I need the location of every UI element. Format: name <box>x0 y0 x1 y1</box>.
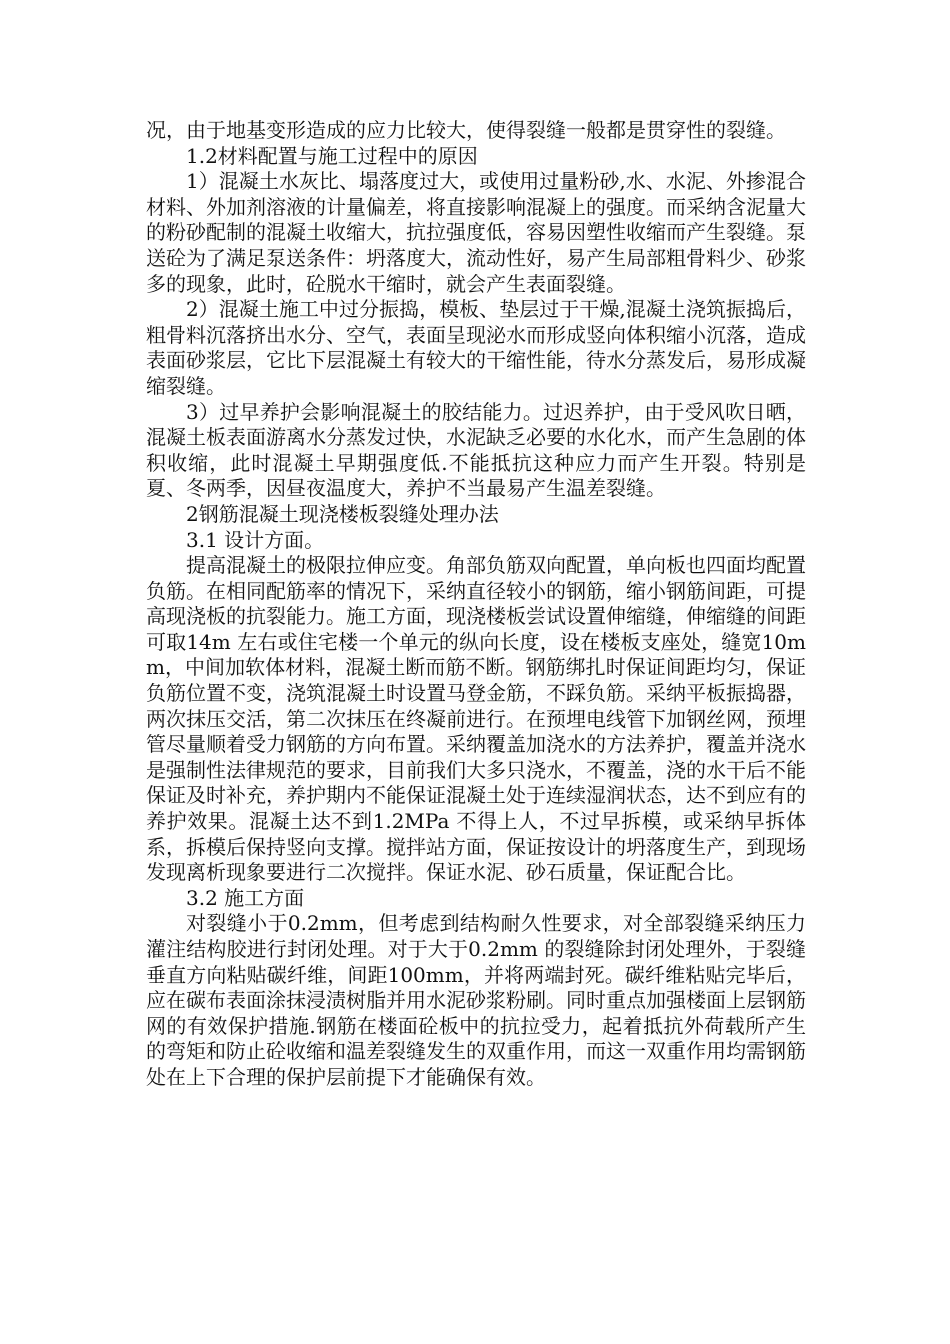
section-heading-2: 2钢筋混凝土现浇楼板裂缝处理办法 <box>186 501 499 526</box>
paragraph-continued: 况，由于地基变形造成的应力比较大，使得裂缝一般都是贯穿性的裂缝。 <box>146 118 786 142</box>
section-heading-3-1: 3.1 设计方面。 <box>186 527 325 552</box>
paragraph-item-2: 2）混凝土施工中过分振捣，模板、垫层过于干燥,混凝土浇筑振捣后，粗骨料沉落挤出水分、空气，表面呈现泌水而形成竖向体积缩小沉落，造成表面砂浆层，它比下层混凝土有较大的干缩性能，待水分蒸发后，易形成凝缩裂缝。 <box>146 297 806 398</box>
section-heading-1-2: 1.2材料配置与施工过程中的原因 <box>186 143 478 168</box>
paragraph-construction: 对裂缝小于0.2mm，但考虑到结构耐久性要求，对全部裂缝采纳压力灌注结构胶进行封闭处理。对于大于0.2mm 的裂缝除封闭处理外，于裂缝垂直方向粘贴碳纤维，间距100mm，并将两端封死。碳纤维粘贴完毕后，应在碳布表面涂抹浸渍树脂并用水泥砂浆粉刷。同时重点加强楼面上层钢筋网的有效保护措施.钢筋在楼面砼板中的抗拉受力，起着抵抗外荷载所产生的弯矩和防止砼收缩和温差裂缝发生的双重作用，而这一双重作用均需钢筋处在上下合理的保护层前提下才能确保有效。 <box>146 911 806 1089</box>
paragraph-design: 提高混凝土的极限拉伸应变。角部负筋双向配置，单向板也四面均配置负筋。在相同配筋率的情况下，采纳直径较小的钢筋，缩小钢筋间距，可提高现浇板的抗裂能力。施工方面，现浇楼板尝试设置伸缩缝，伸缩缝的间距可取14m 左右或住宅楼一个单元的纵向长度，设在楼板支座处，缝宽10mm，中间加软体材料，混凝土断而筋不断。钢筋绑扎时保证间距均匀，保证负筋位置不变，浇筑混凝土时设置马登金筋，不踩负筋。采纳平板振捣器，两次抹压交活，第二次抹压在终凝前进行。在预埋电线管下加钢丝网，预埋管尽量顺着受力钢筋的方向布置。采纳覆盖加浇水的方法养护，覆盖并浇水是强制性法律规范的要求，目前我们大多只浇水，不覆盖，浇的水干后不能保证及时补充，养护期内不能保证混凝土处于连续湿润状态，达不到应有的养护效果。混凝土达不到1.2MPa 不得上人，不过早拆模，或采纳早拆体系，拆模后保持竖向支撑。搅拌站方面，保证按设计的坍落度生产，到现场发现离析现象要进行二次搅拌。保证水泥、砂石质量，保证配合比。 <box>146 553 806 885</box>
paragraph-item-1: 1）混凝土水灰比、塌落度过大，或使用过量粉砂,水、水泥、外掺混合材料、外加剂溶液的计量偏差，将直接影响混凝上的强度。而采纳含泥量大的粉砂配制的混凝土收缩大，抗拉强度低，容易因塑性收缩而产生裂缝。泵送砼为了满足泵送条件：坍落度大，流动性好，易产生局部粗骨料少、砂浆多的现象，此时，砼脱水干缩时，就会产生表面裂缝。 <box>146 169 806 296</box>
section-heading-3-2: 3.2 施工方面 <box>186 885 305 910</box>
document-body <box>146 118 806 1091</box>
paragraph-item-3: 3）过早养护会影响混凝土的胶结能力。过迟养护，由于受风吹日晒，混凝土板表面游离水分蒸发过快，水泥缺乏必要的水化水，而产生急剧的体积收缩，此时混凝土早期强度低.不能抵抗这种应力而产生开裂。特别是夏、冬两季，因昼夜温度大，养护不当最易产生温差裂缝。 <box>146 399 806 501</box>
